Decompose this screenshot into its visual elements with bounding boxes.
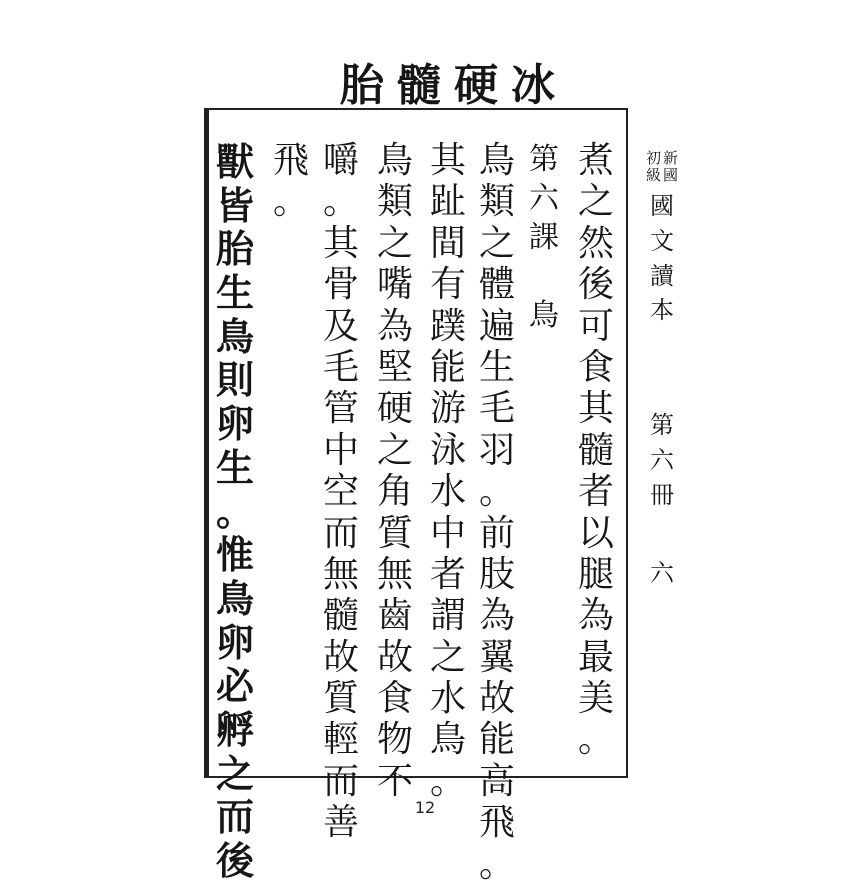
glyph: 不	[376, 760, 413, 802]
glyph: 最	[577, 636, 614, 678]
glyph: 文	[650, 226, 674, 255]
glyph: 翼	[478, 636, 515, 678]
volume-label	[650, 408, 674, 512]
book-title-block	[646, 150, 678, 328]
glyph: 則	[215, 357, 254, 403]
glyph: 物	[376, 719, 413, 761]
glyph: 而	[322, 512, 359, 554]
glyph: 而	[215, 794, 254, 840]
glyph: 鳥	[478, 140, 515, 181]
glyph: 為	[478, 595, 515, 637]
glyph: 無	[376, 553, 413, 595]
glyph: 鳥	[215, 313, 254, 359]
glyph: 美	[577, 678, 614, 720]
glyph: 硬	[376, 388, 413, 430]
series-label-right: 初 級	[645, 149, 661, 184]
glyph: 。	[215, 488, 254, 534]
glyph: 胎	[215, 226, 254, 272]
glyph: 鳥	[376, 140, 413, 181]
glyph: 讀	[650, 261, 674, 290]
glyph: 毛	[322, 346, 359, 388]
glyph: 有	[429, 264, 466, 306]
text-column-bold	[212, 140, 258, 883]
text-column	[474, 140, 520, 885]
glyph: 惟	[215, 532, 254, 578]
glyph: 嘴	[376, 264, 413, 306]
glyph: 食	[376, 678, 413, 720]
glyph: 水	[429, 678, 466, 720]
text-column	[425, 140, 471, 802]
glyph: 第	[529, 142, 559, 177]
glyph: 必	[215, 663, 254, 709]
book-series-label	[646, 150, 678, 183]
page-number: 12	[414, 798, 436, 817]
glyph: 為	[376, 305, 413, 347]
glyph: 者	[429, 553, 466, 595]
glyph: 質	[322, 678, 359, 720]
glyph: 而	[322, 760, 359, 802]
glyph: 鳥	[429, 719, 466, 761]
glyph: 生	[478, 346, 515, 388]
glyph: 課	[529, 220, 559, 255]
glyph: 類	[376, 181, 413, 223]
glyph: 鳥	[529, 298, 559, 333]
running-title-char: 胎	[340, 60, 384, 111]
glyph: 卵	[215, 401, 254, 447]
glyph: 故	[376, 636, 413, 678]
running-title-char: 冰	[511, 60, 555, 111]
glyph: 謂	[429, 595, 466, 637]
glyph: 六	[529, 181, 559, 216]
glyph: 髓	[322, 595, 359, 637]
glyph: 為	[577, 595, 614, 637]
text-column	[268, 140, 314, 223]
glyph: 食	[577, 346, 614, 388]
glyph: 卵	[215, 619, 254, 665]
glyph: 髓	[577, 429, 614, 471]
glyph: 以	[577, 512, 614, 554]
glyph: 生	[215, 270, 254, 316]
glyph: 。	[478, 471, 515, 513]
glyph: 。	[577, 719, 614, 761]
glyph: 獸	[215, 139, 254, 184]
glyph: 皆	[215, 182, 254, 228]
glyph: 能	[429, 346, 466, 388]
glyph: 後	[215, 838, 254, 883]
glyph: 之	[376, 222, 413, 264]
leaf-number: 六	[650, 558, 674, 587]
glyph: 者	[577, 471, 614, 513]
glyph: 管	[322, 388, 359, 430]
glyph: 腿	[577, 553, 614, 595]
glyph: 無	[322, 553, 359, 595]
glyph: 。	[322, 181, 359, 223]
running-title	[340, 60, 555, 112]
glyph: 質	[376, 512, 413, 554]
text-column	[573, 140, 619, 761]
glyph: 齒	[376, 595, 413, 637]
glyph: 後	[577, 264, 614, 306]
glyph: 肢	[478, 553, 515, 595]
glyph: 中	[429, 512, 466, 554]
glyph: 故	[478, 678, 515, 720]
glyph: 生	[215, 444, 254, 490]
glyph: 。	[478, 843, 515, 885]
glyph: 羽	[478, 429, 515, 471]
glyph: 鳥	[215, 575, 254, 621]
glyph: 堅	[376, 346, 413, 388]
glyph: 六	[650, 445, 674, 474]
text-column	[318, 140, 364, 844]
glyph: 及	[322, 305, 359, 347]
glyph: 之	[577, 181, 614, 223]
glyph: 前	[478, 512, 515, 554]
running-title-char: 硬	[454, 60, 498, 111]
glyph: 故	[322, 636, 359, 678]
glyph: 其	[322, 222, 359, 264]
glyph: 國	[650, 192, 674, 220]
glyph: 之	[376, 429, 413, 471]
glyph: 高	[478, 760, 515, 802]
glyph: 骨	[322, 264, 359, 306]
text-column	[372, 140, 418, 802]
glyph: 之	[429, 636, 466, 678]
glyph	[529, 257, 559, 296]
glyph: 冊	[650, 480, 674, 509]
glyph: 煮	[577, 140, 614, 181]
book-title	[650, 189, 674, 328]
margin-column	[637, 150, 687, 670]
glyph: 輕	[322, 719, 359, 761]
glyph: 飛	[272, 140, 309, 181]
glyph: 飛	[478, 802, 515, 844]
glyph: 毛	[478, 388, 515, 430]
glyph: 孵	[215, 706, 254, 752]
running-title-char: 髓	[397, 60, 441, 111]
glyph: 遍	[478, 305, 515, 347]
glyph: 。	[429, 760, 466, 802]
series-label-left: 新 國	[663, 149, 679, 184]
glyph: 嚼	[322, 140, 359, 181]
glyph: 體	[478, 264, 515, 306]
glyph: 能	[478, 719, 515, 761]
lesson-heading	[521, 140, 567, 335]
glyph: 類	[478, 181, 515, 223]
glyph: 可	[577, 305, 614, 347]
glyph: 空	[322, 471, 359, 513]
glyph: 中	[322, 429, 359, 471]
glyph: 游	[429, 388, 466, 430]
glyph: 其	[577, 388, 614, 430]
glyph: 趾	[429, 181, 466, 223]
glyph: 之	[215, 750, 254, 796]
glyph: 。	[272, 181, 309, 223]
glyph: 水	[429, 471, 466, 513]
glyph: 蹼	[429, 305, 466, 347]
glyph: 本	[650, 296, 674, 325]
glyph: 間	[429, 222, 466, 264]
glyph: 第	[650, 411, 674, 440]
glyph: 之	[478, 222, 515, 264]
glyph: 其	[429, 140, 466, 181]
glyph: 善	[322, 802, 359, 844]
glyph: 泳	[429, 429, 466, 471]
glyph: 然	[577, 222, 614, 264]
glyph: 角	[376, 471, 413, 513]
